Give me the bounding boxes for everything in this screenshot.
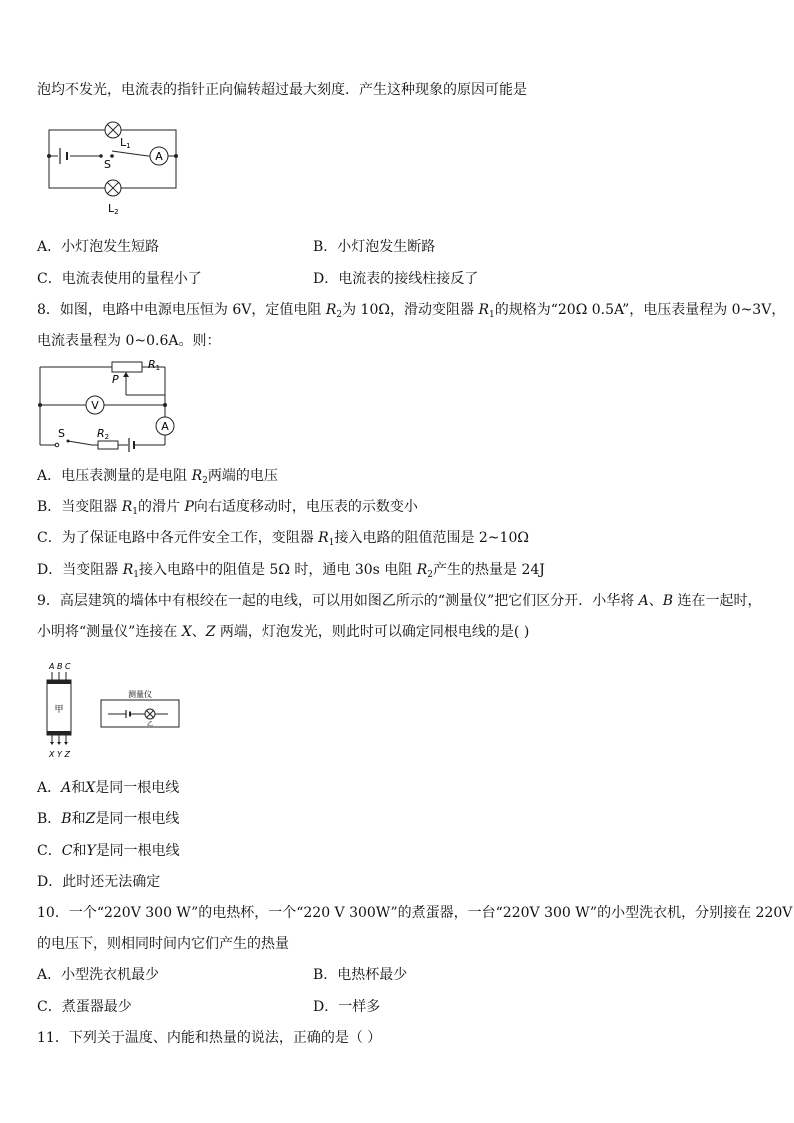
q8-option-b[interactable]: B．当变阻器 $R_1$的滑片 P向右适度移动时，电压表的示数变小 (37, 499, 418, 517)
r1-label: R1 (148, 358, 161, 372)
lamp-icon (145, 709, 155, 719)
q8-stem-line1: 8．如图，电路中电源电压恒为 6V，定值电阻 $R_2$为 10Ω，滑动变阻器 $R_1$的规格为“20Ω 0.5A”，电压表量程为 0~3V， (37, 302, 786, 320)
r2-label: R2 (97, 427, 110, 441)
meter-title: 测量仪 (128, 690, 152, 699)
lamp-l1-icon (105, 122, 121, 138)
q9-stem-line2: 小明将“测量仪”连接在 X、Z 两端，灯泡发光，则此时可以确定同根电线的是( ) (37, 624, 530, 640)
q8-option-c[interactable]: C．为了保证电路中各元件安全工作，变阻器 $R_1$接入电路的阻值范围是 2~10Ω (37, 530, 529, 548)
q10-option-d[interactable]: D．一样多 (313, 999, 381, 1015)
q8-option-a[interactable]: A．电压表测量的是电阻 $R_2$两端的电压 (37, 468, 278, 486)
q9-option-d[interactable]: D．此时还无法确定 (37, 874, 161, 890)
q9-option-a[interactable]: A．A和X是同一根电线 (37, 780, 180, 796)
q10-stem-line1: 10．一个“220V 300 W”的电热杯，一个“220 V 300W”的煮蛋器，一台“220V 300 W”的小型洗衣机，分别接在 220V (37, 905, 793, 921)
q8-stem-line2: 电流表量程为 0~0.6A。则： (37, 333, 221, 349)
l1-label: L1 (120, 136, 131, 150)
q8-option-d[interactable]: D．当变阻器 $R_1$接入电路中的阻值是 5Ω 时，通电 30s 电阻 $R_2$产生的热量是 24J (37, 562, 545, 580)
rheostat-r1-icon (112, 362, 142, 372)
switch-label: S (58, 427, 65, 440)
resistor-r2-icon (98, 441, 118, 449)
meter-sub-label: 乙 (146, 721, 154, 728)
q10-stem-line2: 的电压下，则相同时间内它们产生的热量 (37, 936, 289, 952)
ammeter-label: A (155, 150, 163, 163)
slider-arrow-icon (123, 372, 129, 377)
q8-circuit-figure (30, 355, 190, 460)
q7-stem-tail: 泡均不发光，电流表的指针正向偏转超过最大刻度．产生这种现象的原因可能是 (37, 82, 527, 98)
q7-option-c[interactable]: C．电流表使用的量程小了 (37, 271, 202, 287)
box-label: 甲 (54, 705, 64, 715)
q9-figure (36, 660, 186, 762)
slider-p-label: P (112, 373, 119, 386)
q11-stem: 11．下列关于温度、内能和热量的说法，正确的是（ ） (37, 1030, 382, 1046)
q10-option-c[interactable]: C．煮蛋器最少 (37, 999, 132, 1015)
l2-label: L2 (108, 202, 119, 216)
q7-option-d[interactable]: D．电流表的接线柱接反了 (313, 271, 479, 287)
bottom-terminal-labels: X Y Z (49, 750, 70, 759)
q9-stem-line1: 9．高层建筑的墙体中有根绞在一起的电线，可以用如图乙所示的“测量仪”把它们区分开．小华将 A、B 连在一起时， (37, 593, 762, 609)
q9-option-c[interactable]: C．C和Y是同一根电线 (37, 843, 180, 859)
q7-circuit-figure (40, 118, 190, 218)
q10-option-b[interactable]: B．电热杯最少 (313, 967, 408, 983)
q7-option-b[interactable]: B．小灯泡发生断路 (313, 239, 436, 255)
top-terminal-labels: A B C (49, 662, 71, 671)
lamp-l2-icon (105, 180, 121, 196)
q9-option-b[interactable]: B．B和Z是同一根电线 (37, 811, 180, 827)
ammeter-label: A (161, 420, 169, 433)
voltmeter-label: V (91, 399, 99, 412)
switch-label: S (104, 158, 111, 171)
q10-option-a[interactable]: A．小型洗衣机最少 (37, 967, 160, 983)
q7-option-a[interactable]: A．小灯泡发生短路 (37, 239, 160, 255)
